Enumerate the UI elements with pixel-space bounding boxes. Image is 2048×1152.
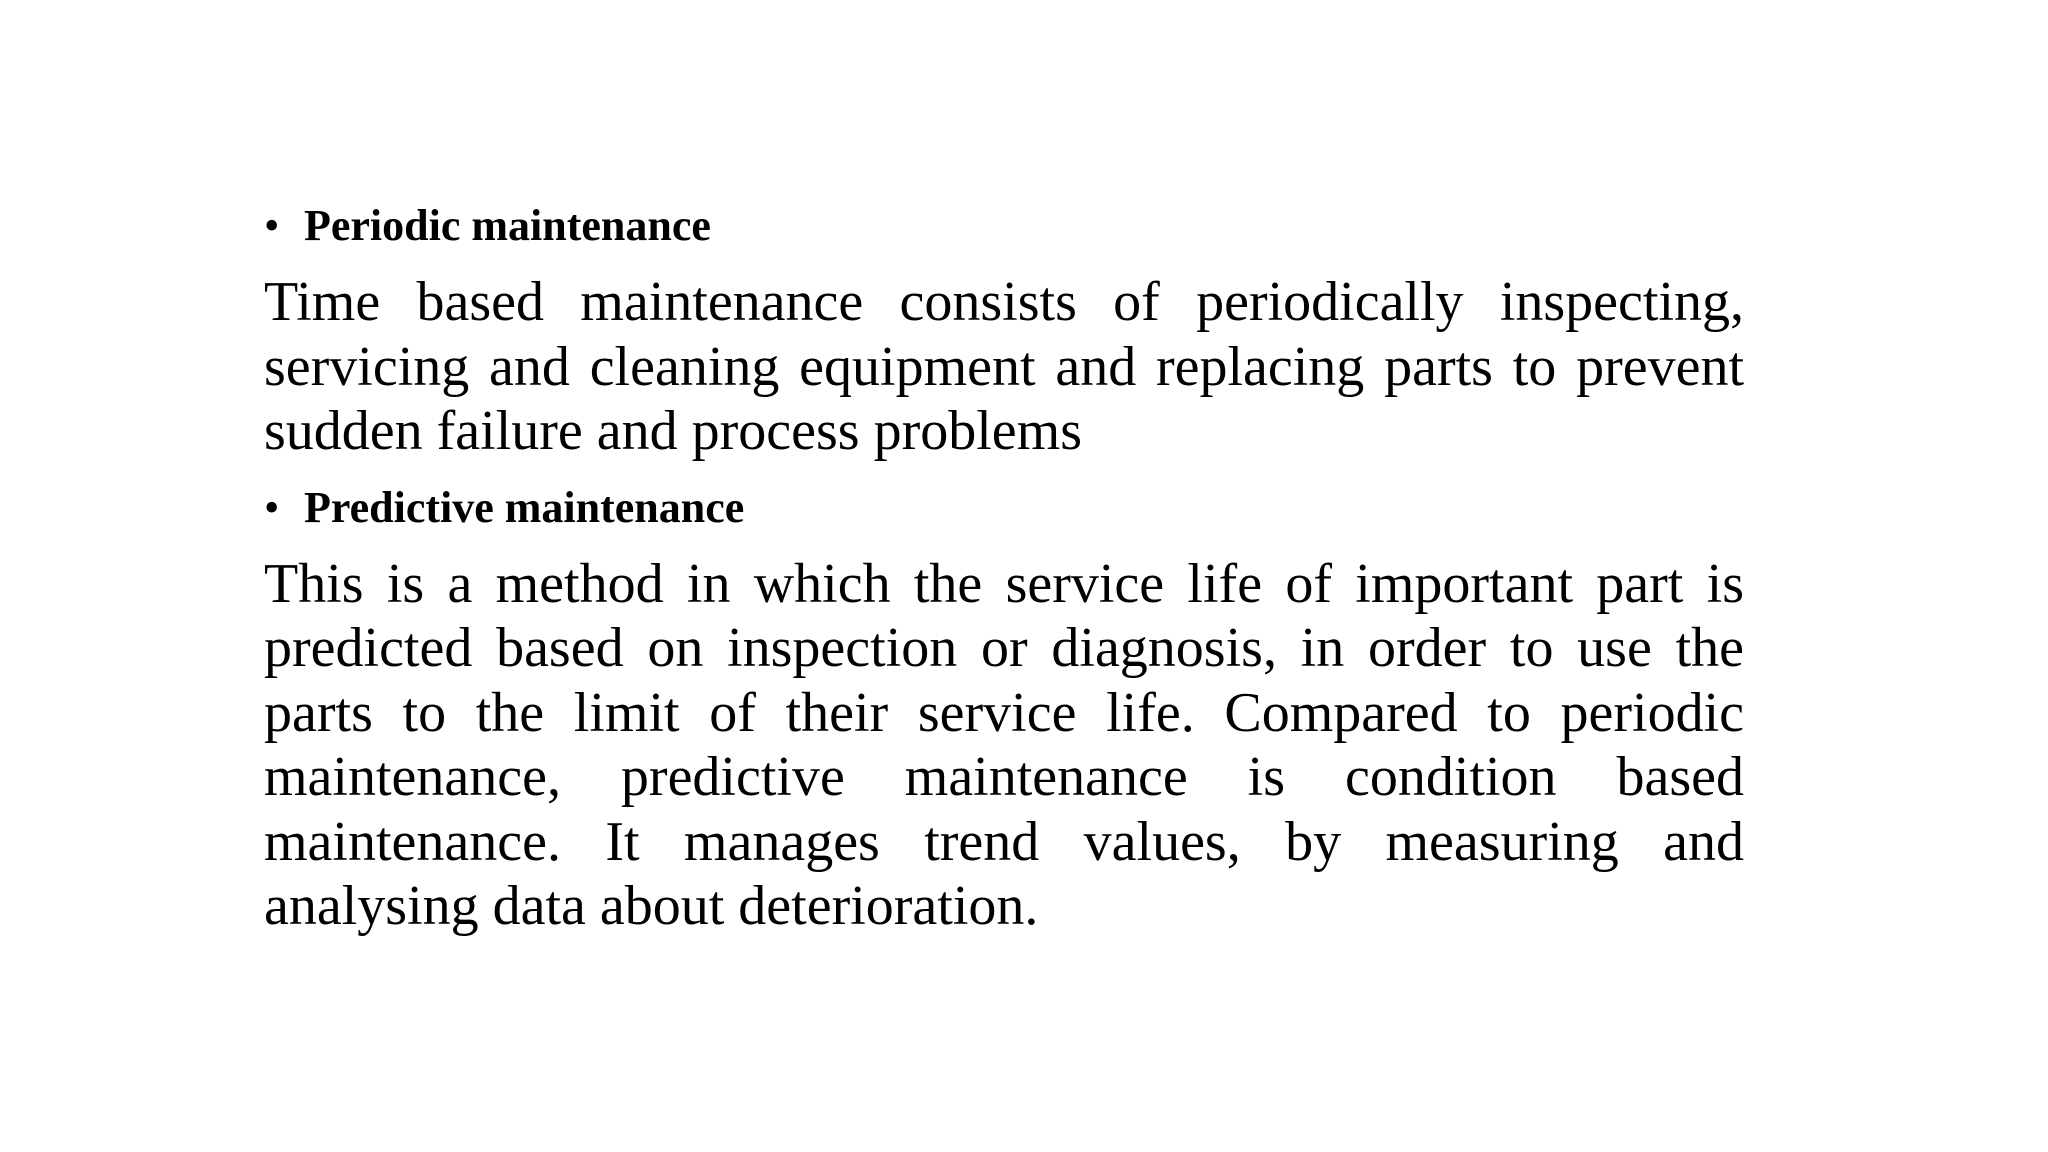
heading-text: Predictive maintenance xyxy=(304,482,745,532)
bullet-heading-periodic xyxy=(264,196,1744,256)
slide-content xyxy=(264,196,1744,953)
bullet-icon: • xyxy=(264,201,280,250)
bullet-icon: • xyxy=(264,482,280,532)
bullet-heading-predictive xyxy=(264,478,1744,538)
paragraph-periodic: Time based maintenance consists of periodically inspecting, servicing and cleaning equipment and replacing parts to prevent sudden failure and process problems xyxy=(264,271,1744,462)
paragraph-predictive: This is a method in which the service life of important part is predicted based on inspection or diagnosis, in order to use the parts to the limit of their service life. Compared to periodic maintenance, predictive maintenance is condition based maintenance. It manages trend values, by measuring and analysing data about deterioration. xyxy=(264,552,1744,937)
heading-text: Periodic maintenance xyxy=(304,201,711,250)
